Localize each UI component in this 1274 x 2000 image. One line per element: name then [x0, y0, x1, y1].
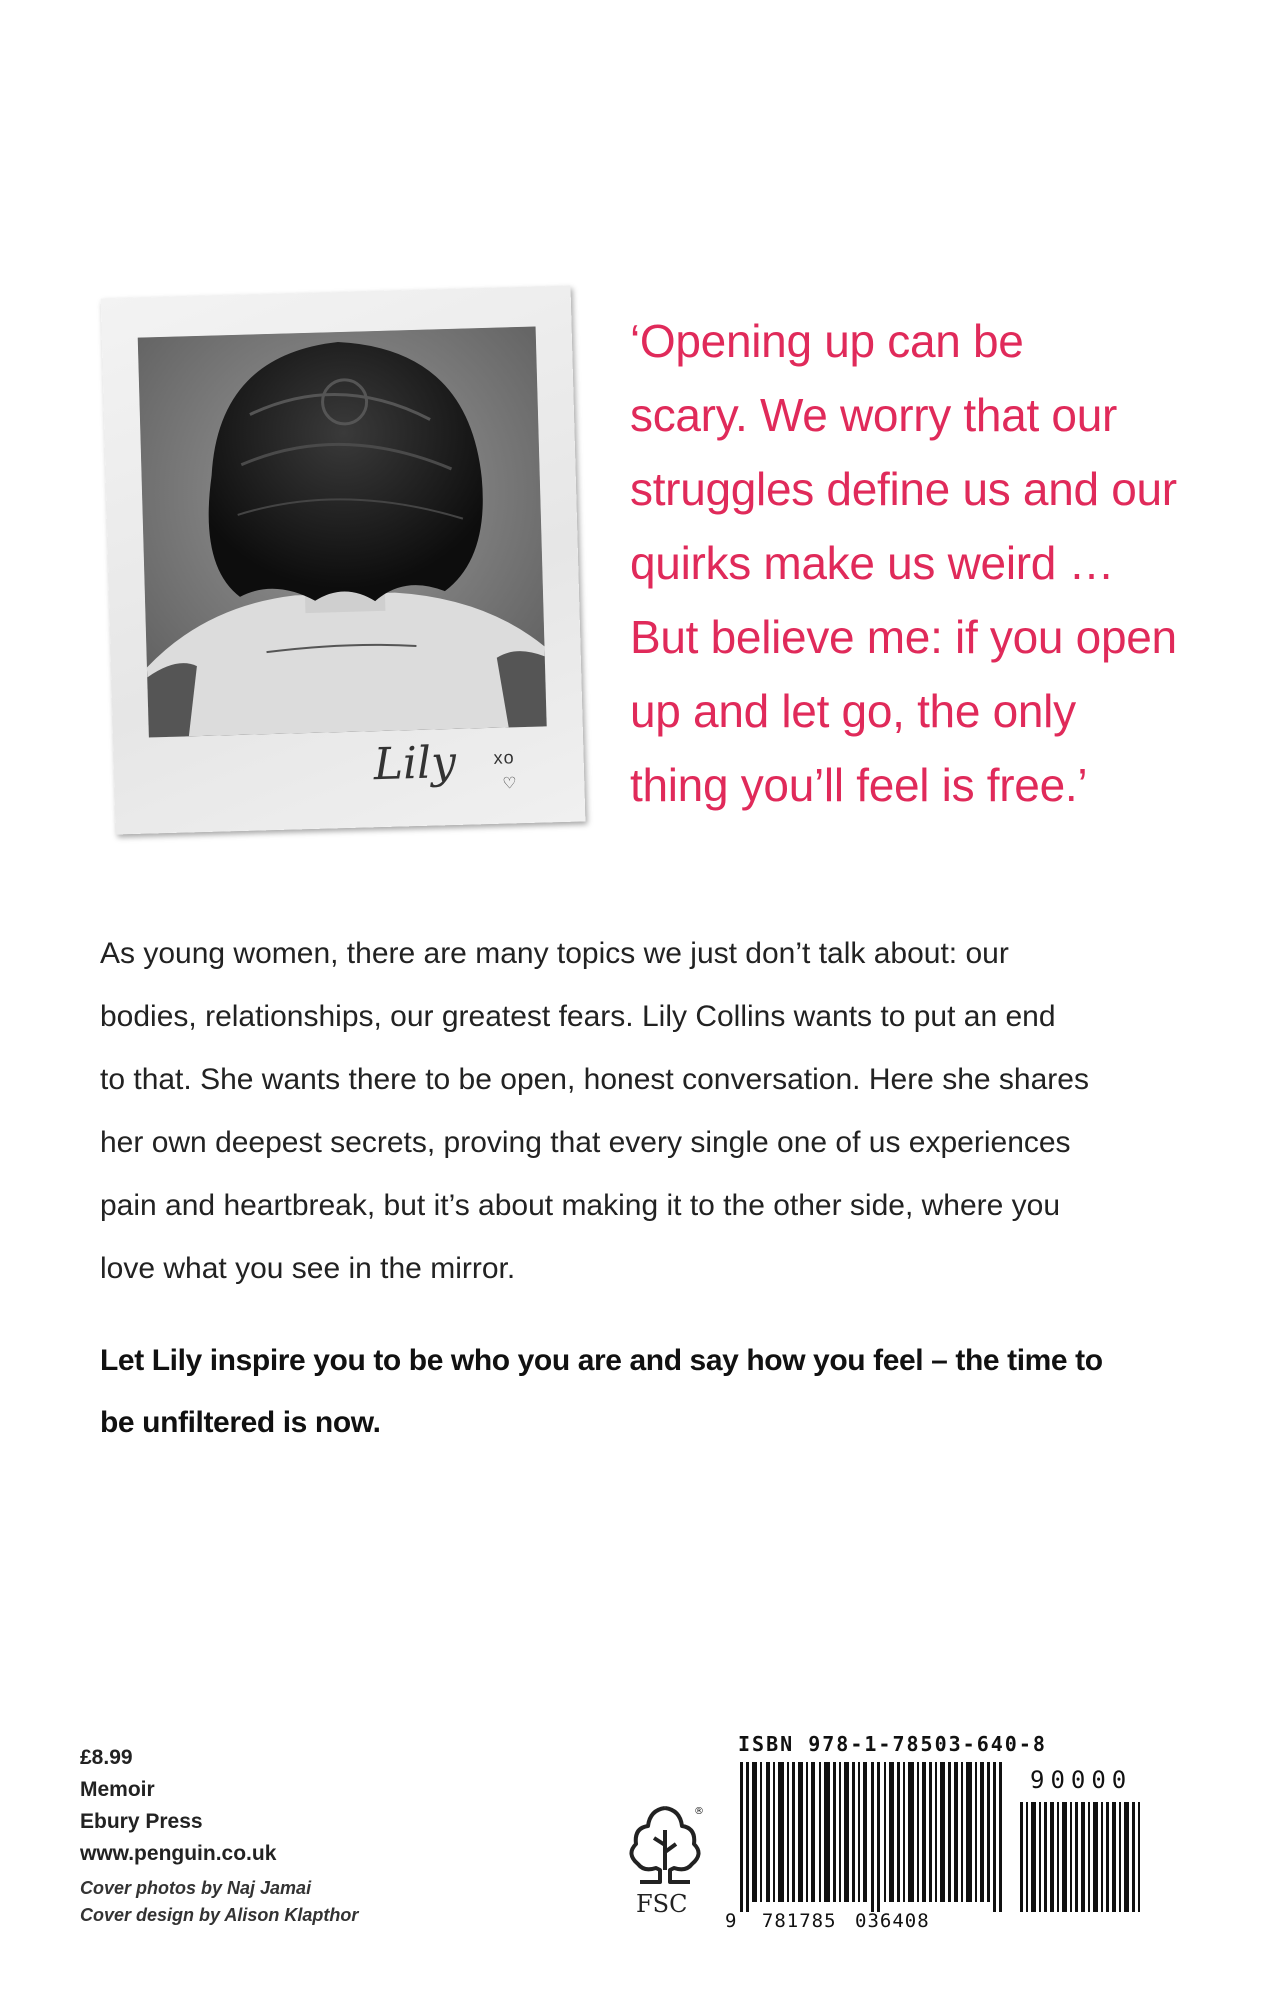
publisher: Ebury Press [80, 1810, 203, 1833]
heart-icon: ♡ [502, 775, 517, 793]
website: www.penguin.co.uk [80, 1842, 277, 1865]
blurb-line: love what you see in the mirror. [100, 1252, 516, 1285]
fsc-label: FSC [636, 1890, 688, 1918]
price-code: 90000 [1030, 1766, 1133, 1794]
blurb-line: bodies, relationships, our greatest fears. Lily Collins wants to put an end [100, 1000, 1056, 1033]
blurb-line: her own deepest secrets, proving that every single one of us experiences [100, 1126, 1071, 1159]
design-credit: Cover design by Alison Klapthor [80, 1905, 359, 1925]
quote-line: thing you’ll feel is free.’ [630, 759, 1088, 811]
quote-line: But believe me: if you open [630, 611, 1177, 663]
blurb-paragraph [100, 922, 1180, 1300]
quote-line: struggles define us and our [630, 463, 1177, 515]
book-meta [80, 1742, 276, 1870]
tagline-paragraph [100, 1330, 1180, 1454]
registered-mark: ® [694, 1806, 704, 1817]
cover-credits [80, 1875, 358, 1929]
price: £8.99 [80, 1746, 133, 1769]
quote-line: quirks make us weird … [630, 537, 1115, 589]
quote-line: scary. We worry that our [630, 389, 1118, 441]
signature-lily: Lily [373, 736, 457, 791]
quote-line: ‘Opening up can be [630, 315, 1024, 367]
tagline-line: be unfiltered is now. [100, 1406, 381, 1439]
isbn-label: ISBN 978-1-78503-640-8 [738, 1732, 1047, 1756]
blurb-line: As young women, there are many topics we just don’t talk about: our [100, 937, 1009, 970]
ean-digits [725, 1910, 930, 1932]
ean-first-digit: 9 [725, 1910, 738, 1932]
photo-credit: Cover photos by Naj Jamai [80, 1878, 312, 1898]
tagline-line: Let Lily inspire you to be who you are and say how you feel – the time to [100, 1344, 1103, 1377]
quote-line: up and let go, the only [630, 685, 1076, 737]
cover-photo-back-of-head [138, 327, 547, 738]
ean-left-group: 781785 [761, 1910, 837, 1932]
blurb-line: to that. She wants there to be open, honest conversation. Here she shares [100, 1063, 1089, 1096]
blurb-line: pain and heartbreak, but it’s about making it to the other side, where you [100, 1189, 1061, 1222]
polaroid-photo [101, 286, 586, 835]
ean-right-group: 036408 [855, 1910, 930, 1932]
category: Memoir [80, 1778, 155, 1801]
xo-text: xo [493, 747, 515, 768]
pull-quote [630, 304, 1190, 822]
